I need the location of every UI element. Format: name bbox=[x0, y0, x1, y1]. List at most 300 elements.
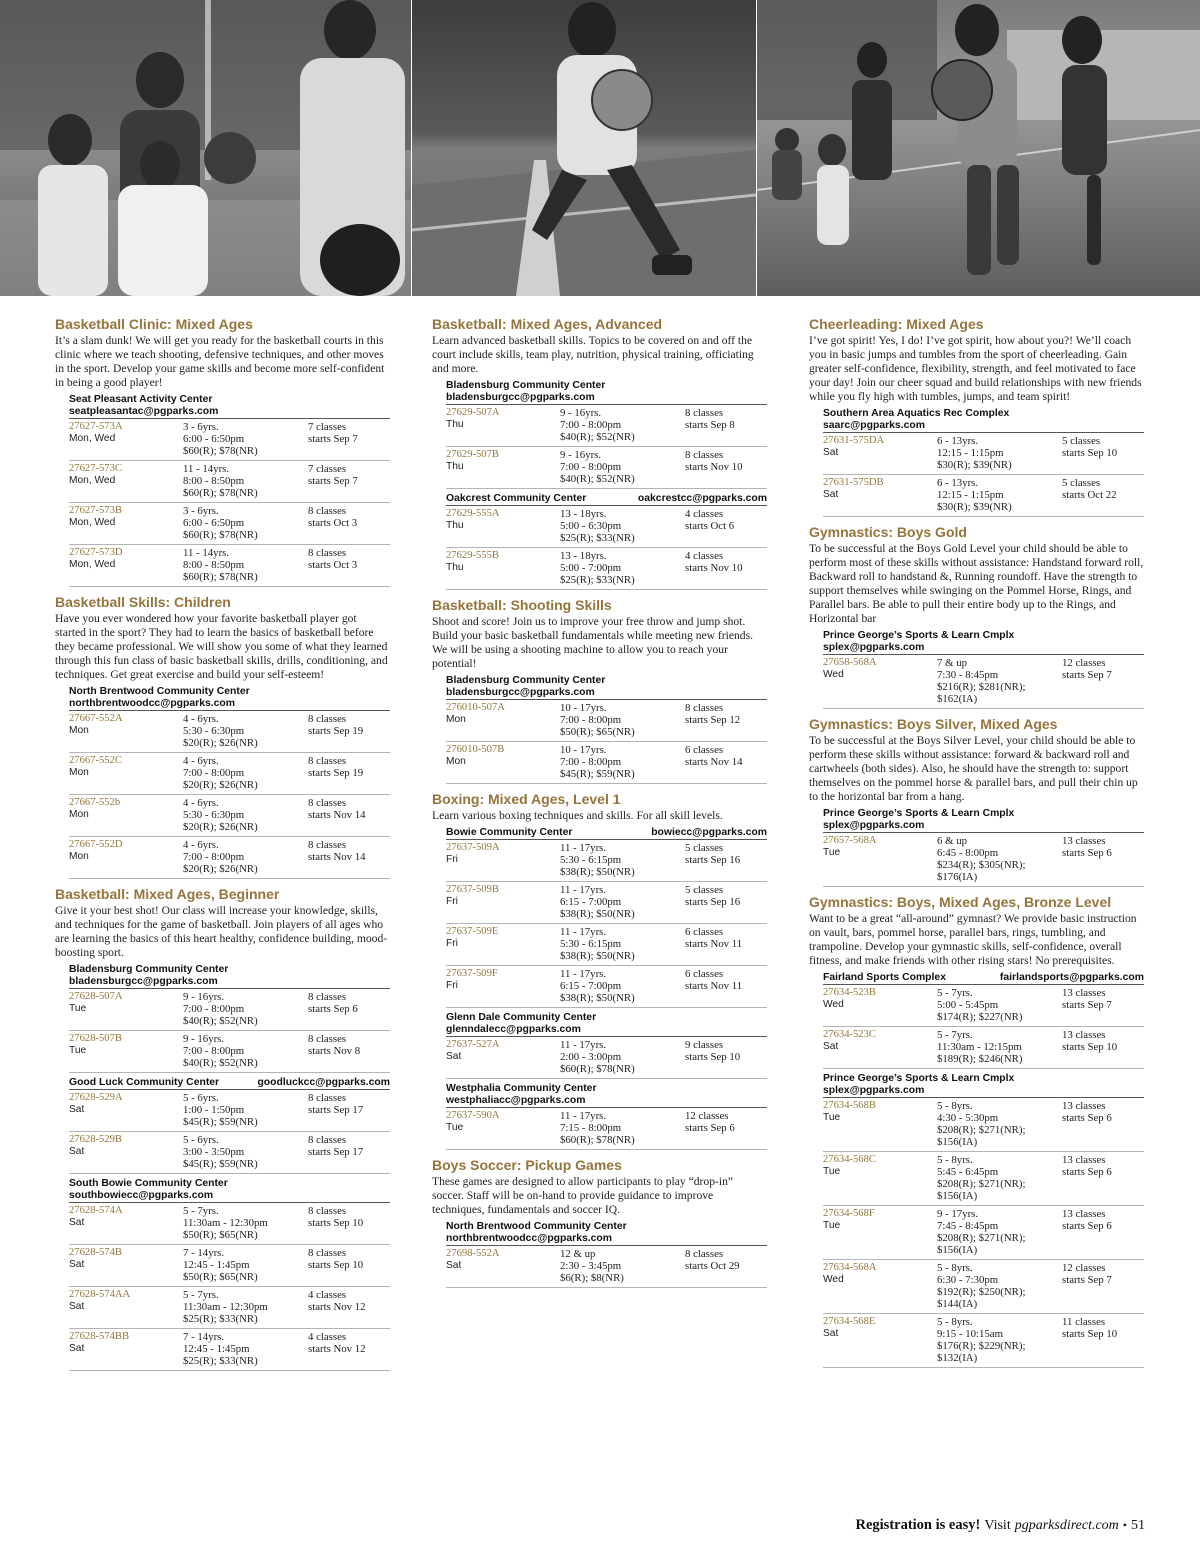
course-code-link[interactable]: 27629-507B bbox=[446, 449, 499, 460]
fee: $40(R); $52(NR) bbox=[183, 1057, 258, 1069]
meeting-days: Mon bbox=[69, 725, 89, 736]
start-date: starts Oct 3 bbox=[308, 559, 358, 571]
age-range: 5 - 8yrs. bbox=[937, 1154, 973, 1166]
course-code-link[interactable]: 27634-568A bbox=[823, 1262, 877, 1273]
start-date: starts Sep 6 bbox=[685, 1122, 735, 1134]
program-title: Gymnastics: Boys Silver, Mixed Ages bbox=[809, 716, 1058, 732]
location-email-link[interactable]: fairlandsports@pgparks.com bbox=[999, 972, 1144, 983]
location-name: North Brentwood Community Center bbox=[69, 686, 250, 697]
age-range: 9 - 16yrs. bbox=[183, 991, 225, 1003]
meeting-time: 12:15 - 1:15pm bbox=[937, 447, 1004, 459]
meeting-days: Wed bbox=[823, 999, 844, 1010]
start-date: starts Sep 6 bbox=[1062, 1112, 1112, 1124]
class-count: 7 classes bbox=[308, 421, 347, 433]
course-code-link[interactable]: 27628-507A bbox=[69, 991, 123, 1002]
location-email-link[interactable]: splex@pgparks.com bbox=[823, 642, 925, 653]
start-date: starts Sep 17 bbox=[308, 1146, 364, 1158]
course-code-link[interactable]: 27627-573B bbox=[69, 505, 122, 516]
session-row bbox=[69, 545, 390, 587]
session-row bbox=[446, 882, 767, 924]
location-name: Southern Area Aquatics Rec Complex bbox=[823, 408, 1010, 419]
fee: $25(R); $33(NR) bbox=[183, 1313, 258, 1325]
session-row bbox=[823, 1097, 1144, 1152]
course-code-link[interactable]: 27627-573C bbox=[69, 463, 122, 474]
fee: $38(R); $50(NR) bbox=[560, 992, 635, 1004]
page-number: 51 bbox=[1131, 1518, 1145, 1533]
age-range: 12 & up bbox=[560, 1248, 596, 1260]
session-row bbox=[69, 1329, 390, 1371]
fee: $20(R); $26(NR) bbox=[183, 779, 258, 791]
fee: $40(R); $52(NR) bbox=[560, 473, 635, 485]
course-code-link[interactable]: 27628-574A bbox=[69, 1205, 123, 1216]
start-date: starts Sep 19 bbox=[308, 725, 364, 737]
meeting-days: Tue bbox=[823, 847, 841, 858]
program-listing bbox=[809, 523, 1144, 709]
fee: $176(R); $229(NR); $132(IA) bbox=[937, 1340, 1026, 1364]
location-block bbox=[823, 408, 1144, 517]
location-email-link[interactable]: northbrentwoodcc@pgparks.com bbox=[446, 1233, 613, 1244]
spacer bbox=[69, 779, 183, 791]
age-range: 6 - 13yrs. bbox=[937, 477, 979, 489]
start-date: starts Nov 14 bbox=[308, 809, 366, 821]
meeting-time: 2:30 - 3:45pm bbox=[560, 1260, 622, 1272]
location-email-link[interactable]: saarc@pgparks.com bbox=[823, 420, 925, 431]
fee: $50(R); $65(NR) bbox=[183, 1271, 258, 1283]
class-count: 8 classes bbox=[308, 839, 347, 851]
program-listing bbox=[809, 893, 1144, 1368]
session-row bbox=[823, 832, 1144, 887]
fee: $25(R); $33(NR) bbox=[560, 532, 635, 544]
fee: $45(R); $59(NR) bbox=[560, 768, 635, 780]
start-date: starts Nov 14 bbox=[685, 756, 743, 768]
listing-column-1 bbox=[55, 315, 390, 1377]
program-description: Have you ever wondered how your favorite basketball player got started in the sport? They had to learn the basics of basketball before they became professional. We will show you some of what they learned through this fun class of basic basketball skills, drills, conditioning, and techniques. Get great exercise and build your self-esteem! bbox=[55, 612, 388, 681]
session-row bbox=[69, 753, 390, 795]
fee: $30(R); $39(NR) bbox=[937, 501, 1012, 513]
meeting-days: Mon bbox=[69, 851, 89, 862]
location-email-link[interactable]: splex@pgparks.com bbox=[823, 820, 925, 831]
session-row bbox=[69, 461, 390, 503]
start-date: starts Oct 6 bbox=[685, 520, 735, 532]
meeting-days: Mon bbox=[446, 714, 466, 725]
location-block bbox=[446, 827, 767, 1008]
spacer bbox=[446, 1272, 560, 1284]
age-range: 7 - 14yrs. bbox=[183, 1247, 225, 1259]
session-row bbox=[446, 404, 767, 447]
fee: $189(R); $246(NR) bbox=[937, 1053, 1023, 1065]
location-header bbox=[823, 408, 1144, 432]
spacer bbox=[446, 726, 560, 738]
meeting-time: 7:30 - 8:45pm bbox=[937, 669, 999, 681]
location-name: Westphalia Community Center bbox=[446, 1083, 597, 1094]
course-code-link[interactable]: 27667-552b bbox=[69, 797, 121, 808]
fee: $208(R); $271(NR); $156(IA) bbox=[937, 1178, 1026, 1202]
meeting-days: Sat bbox=[823, 1328, 839, 1339]
class-count: 8 classes bbox=[685, 1248, 724, 1260]
fee: $50(R); $65(NR) bbox=[183, 1229, 258, 1241]
location-header bbox=[446, 380, 767, 404]
start-date: starts Oct 29 bbox=[685, 1260, 740, 1272]
start-date: starts Sep 7 bbox=[1062, 669, 1112, 681]
session-row bbox=[69, 1031, 390, 1073]
meeting-days: Mon, Wed bbox=[69, 433, 116, 444]
start-date: starts Sep 7 bbox=[308, 433, 358, 445]
course-code-link[interactable]: 27667-552D bbox=[69, 839, 123, 850]
spacer bbox=[823, 1124, 937, 1148]
course-code-link[interactable]: 27634-523B bbox=[823, 987, 876, 998]
program-title: Basketball: Shooting Skills bbox=[432, 597, 612, 613]
footer-url-link[interactable]: pgparksdirect.com bbox=[1014, 1518, 1119, 1533]
class-count: 8 classes bbox=[685, 449, 724, 461]
meeting-days: Mon bbox=[69, 809, 89, 820]
location-block bbox=[446, 1083, 767, 1150]
meeting-time: 12:45 - 1:45pm bbox=[183, 1259, 250, 1271]
start-date: starts Sep 16 bbox=[685, 896, 741, 908]
meeting-days: Tue bbox=[69, 1045, 87, 1056]
spacer bbox=[823, 1232, 937, 1256]
location-email-link[interactable]: bladensburgcc@pgparks.com bbox=[69, 976, 218, 987]
page-footer bbox=[855, 1517, 1145, 1534]
spacer bbox=[446, 908, 560, 920]
location-email-link[interactable]: westphaliacc@pgparks.com bbox=[446, 1095, 586, 1106]
meeting-time: 6:15 - 7:00pm bbox=[560, 896, 622, 908]
location-header bbox=[446, 675, 767, 699]
meeting-time: 5:00 - 6:30pm bbox=[560, 520, 622, 532]
location-email-link[interactable]: bladensburgcc@pgparks.com bbox=[446, 392, 595, 403]
course-code-link[interactable]: 27634-523C bbox=[823, 1029, 876, 1040]
session-row bbox=[823, 432, 1144, 475]
location-block bbox=[446, 380, 767, 489]
age-range: 11 - 17yrs. bbox=[560, 1039, 607, 1051]
spacer bbox=[69, 1355, 183, 1367]
meeting-time: 5:30 - 6:30pm bbox=[183, 725, 245, 737]
location-header bbox=[823, 630, 1144, 654]
meeting-time: 5:45 - 6:45pm bbox=[937, 1166, 999, 1178]
spacer bbox=[69, 1116, 183, 1128]
location-name: Prince George’s Sports & Learn Cmplx bbox=[823, 808, 1015, 819]
listing-column-2 bbox=[432, 315, 767, 1294]
meeting-time: 7:00 - 8:00pm bbox=[560, 714, 622, 726]
fee: $60(R); $78(NR) bbox=[560, 1134, 635, 1146]
course-code-link[interactable]: 27637-509B bbox=[446, 884, 499, 895]
location-header bbox=[446, 493, 767, 505]
spacer bbox=[446, 1063, 560, 1075]
age-range: 10 - 17yrs. bbox=[560, 744, 607, 756]
program-title: Boys Soccer: Pickup Games bbox=[432, 1157, 622, 1173]
location-email-link[interactable]: splex@pgparks.com bbox=[823, 1085, 925, 1096]
meeting-days: Thu bbox=[446, 562, 464, 573]
course-code-link[interactable]: 27657-568A bbox=[823, 835, 877, 846]
course-code-link[interactable]: 27634-568E bbox=[823, 1316, 876, 1327]
session-row bbox=[823, 1206, 1144, 1260]
meeting-time: 4:30 - 5:30pm bbox=[937, 1112, 999, 1124]
meeting-days: Sat bbox=[69, 1146, 85, 1157]
meeting-days: Sat bbox=[69, 1301, 85, 1312]
session-row bbox=[69, 795, 390, 837]
spacer bbox=[69, 445, 183, 457]
session-row bbox=[446, 548, 767, 590]
age-range: 13 - 18yrs. bbox=[560, 508, 607, 520]
location-email-link[interactable]: southbowiecc@pgparks.com bbox=[69, 1190, 214, 1201]
meeting-days: Sat bbox=[823, 447, 839, 458]
spacer bbox=[69, 1271, 183, 1283]
start-date: starts Sep 12 bbox=[685, 714, 741, 726]
program-listing bbox=[432, 315, 767, 590]
meeting-time: 6:30 - 7:30pm bbox=[937, 1274, 999, 1286]
age-range: 3 - 6yrs. bbox=[183, 505, 219, 517]
session-row bbox=[823, 984, 1144, 1027]
meeting-time: 7:00 - 8:00pm bbox=[183, 1045, 245, 1057]
course-code-link[interactable]: 27627-573D bbox=[69, 547, 123, 558]
age-range: 11 - 17yrs. bbox=[560, 884, 607, 896]
fee: $45(R); $59(NR) bbox=[183, 1158, 258, 1170]
course-code-link[interactable]: 27698-552A bbox=[446, 1248, 500, 1259]
meeting-time: 7:00 - 8:00pm bbox=[560, 461, 622, 473]
class-count: 8 classes bbox=[308, 505, 347, 517]
meeting-days: Fri bbox=[446, 980, 458, 991]
spacer bbox=[69, 529, 183, 541]
age-range: 6 - 13yrs. bbox=[937, 435, 979, 447]
location-email-link[interactable]: bowiecc@pgparks.com bbox=[651, 827, 767, 838]
location-name: North Brentwood Community Center bbox=[446, 1221, 627, 1232]
class-count: 13 classes bbox=[1062, 987, 1106, 999]
session-row bbox=[446, 839, 767, 882]
course-code-link[interactable]: 27637-509E bbox=[446, 926, 499, 937]
age-range: 3 - 6yrs. bbox=[183, 421, 219, 433]
session-row bbox=[823, 654, 1144, 709]
class-count: 8 classes bbox=[308, 755, 347, 767]
start-date: starts Nov 12 bbox=[308, 1343, 366, 1355]
location-name: Good Luck Community Center bbox=[69, 1077, 220, 1088]
course-code-link[interactable]: 27658-568A bbox=[823, 657, 877, 668]
age-range: 9 - 16yrs. bbox=[560, 449, 602, 461]
spacer bbox=[69, 1313, 183, 1325]
course-code-link[interactable]: 27629-507A bbox=[446, 407, 500, 418]
course-code-link[interactable]: 27634-568F bbox=[823, 1208, 875, 1219]
location-email-link[interactable]: oakcrestcc@pgparks.com bbox=[637, 493, 767, 504]
location-block bbox=[69, 1077, 390, 1174]
location-header bbox=[446, 1012, 767, 1036]
age-range: 11 - 17yrs. bbox=[560, 1110, 607, 1122]
session-row bbox=[69, 1245, 390, 1287]
program-listing bbox=[55, 885, 390, 1371]
course-code-link[interactable]: 27667-552C bbox=[69, 755, 122, 766]
meeting-time: 8:00 - 8:50pm bbox=[183, 475, 245, 487]
program-title: Basketball Skills: Children bbox=[55, 594, 231, 610]
course-code-link[interactable]: 27628-507B bbox=[69, 1033, 122, 1044]
course-code-link[interactable]: 27628-529A bbox=[69, 1092, 123, 1103]
course-code-link[interactable]: 276010-507B bbox=[446, 744, 505, 755]
program-description: These games are designed to allow participants to play “drop-in” soccer. Staff will be on-hand to provide guidance to improve techniques, fundamentals and soccer IQ. bbox=[432, 1175, 734, 1216]
session-row bbox=[823, 1260, 1144, 1314]
footer-lead: Registration is easy! bbox=[855, 1517, 981, 1533]
course-code-link[interactable]: 27628-574AA bbox=[69, 1289, 131, 1300]
location-header bbox=[69, 686, 390, 710]
program-description: To be successful at the Boys Gold Level your child should be able to perform most of these skills without assistance: Handstand forward roll, Backward roll to handstand &, Running roundoff. Have the strength to support themselves while swinging on the Pommel Horse, Rings, and Parallel bars. Be able to pull their entire body up to the Rings, and Horizontal bar bbox=[809, 542, 1144, 625]
session-row bbox=[446, 742, 767, 784]
start-date: starts Sep 16 bbox=[685, 854, 741, 866]
location-name: Seat Pleasant Activity Center bbox=[69, 394, 213, 405]
fee: $40(R); $52(NR) bbox=[560, 431, 635, 443]
session-row bbox=[446, 924, 767, 966]
class-count: 4 classes bbox=[685, 508, 724, 520]
meeting-time: 6:45 - 8:00pm bbox=[937, 847, 999, 859]
location-header bbox=[69, 964, 390, 988]
fee: $38(R); $50(NR) bbox=[560, 950, 635, 962]
program-title: Gymnastics: Boys Gold bbox=[809, 524, 967, 540]
spacer bbox=[69, 1229, 183, 1241]
course-code-link[interactable]: 27631-575DB bbox=[823, 477, 884, 488]
location-email-link[interactable]: northbrentwoodcc@pgparks.com bbox=[69, 698, 236, 709]
fee: $60(R); $78(NR) bbox=[183, 445, 258, 457]
class-count: 6 classes bbox=[685, 968, 724, 980]
start-date: starts Oct 22 bbox=[1062, 489, 1117, 501]
class-count: 8 classes bbox=[685, 407, 724, 419]
spacer bbox=[823, 1286, 937, 1310]
class-count: 13 classes bbox=[1062, 1029, 1106, 1041]
course-code-link[interactable]: 27637-509F bbox=[446, 968, 498, 979]
meeting-days: Sat bbox=[446, 1260, 462, 1271]
spacer bbox=[69, 737, 183, 749]
course-code-link[interactable]: 27667-552A bbox=[69, 713, 123, 724]
class-count: 12 classes bbox=[1062, 657, 1106, 669]
start-date: starts Sep 10 bbox=[1062, 447, 1118, 459]
age-range: 9 - 16yrs. bbox=[183, 1033, 225, 1045]
fee: $50(R); $65(NR) bbox=[560, 726, 635, 738]
program-listing bbox=[809, 715, 1144, 887]
class-count: 12 classes bbox=[1062, 1262, 1106, 1274]
start-date: starts Sep 10 bbox=[308, 1259, 364, 1271]
meeting-time: 2:00 - 3:00pm bbox=[560, 1051, 622, 1063]
meeting-days: Sat bbox=[69, 1104, 85, 1115]
class-count: 13 classes bbox=[1062, 1154, 1106, 1166]
fee: $6(R); $8(NR) bbox=[560, 1272, 624, 1284]
start-date: starts Nov 8 bbox=[308, 1045, 361, 1057]
spacer bbox=[823, 859, 937, 883]
location-block bbox=[69, 686, 390, 879]
meeting-time: 7:00 - 8:00pm bbox=[183, 1003, 245, 1015]
session-row bbox=[69, 1202, 390, 1245]
spacer bbox=[446, 768, 560, 780]
course-code-link[interactable]: 27627-573A bbox=[69, 421, 123, 432]
meeting-time: 6:15 - 7:00pm bbox=[560, 980, 622, 992]
class-count: 5 classes bbox=[1062, 477, 1101, 489]
course-code-link[interactable]: 27634-568C bbox=[823, 1154, 876, 1165]
meeting-time: 8:00 - 8:50pm bbox=[183, 559, 245, 571]
meeting-time: 11:30am - 12:30pm bbox=[183, 1217, 268, 1229]
course-code-link[interactable]: 27634-568B bbox=[823, 1100, 876, 1111]
course-code-link[interactable]: 27637-527A bbox=[446, 1039, 500, 1050]
age-range: 5 - 6yrs. bbox=[183, 1134, 219, 1146]
spacer bbox=[446, 473, 560, 485]
course-code-link[interactable]: 27628-574B bbox=[69, 1247, 122, 1258]
session-row bbox=[446, 447, 767, 489]
program-title: Basketball: Mixed Ages, Advanced bbox=[432, 316, 663, 332]
session-row bbox=[69, 503, 390, 545]
course-code-link[interactable]: 27637-590A bbox=[446, 1110, 500, 1121]
start-date: starts Sep 6 bbox=[1062, 1220, 1112, 1232]
location-block bbox=[69, 394, 390, 587]
meeting-time: 7:00 - 8:00pm bbox=[183, 767, 245, 779]
class-count: 4 classes bbox=[308, 1331, 347, 1343]
spacer bbox=[446, 992, 560, 1004]
course-code-link[interactable]: 27629-555A bbox=[446, 508, 500, 519]
meeting-days: Sat bbox=[69, 1217, 85, 1228]
location-block bbox=[823, 1073, 1144, 1368]
meeting-days: Mon, Wed bbox=[69, 559, 116, 570]
class-count: 8 classes bbox=[308, 1033, 347, 1045]
course-code-link[interactable]: 27637-509A bbox=[446, 842, 500, 853]
course-code-link[interactable]: 276010-507A bbox=[446, 702, 505, 713]
age-range: 11 - 17yrs. bbox=[560, 842, 607, 854]
class-count: 12 classes bbox=[685, 1110, 729, 1122]
class-count: 6 classes bbox=[685, 926, 724, 938]
age-range: 6 & up bbox=[937, 835, 967, 847]
meeting-days: Sat bbox=[823, 1041, 839, 1052]
meeting-days: Mon, Wed bbox=[69, 517, 116, 528]
class-count: 8 classes bbox=[308, 1247, 347, 1259]
location-name: Glenn Dale Community Center bbox=[446, 1012, 597, 1023]
course-code-link[interactable]: 27628-529B bbox=[69, 1134, 122, 1145]
program-listing bbox=[432, 790, 767, 1150]
class-count: 8 classes bbox=[308, 1134, 347, 1146]
age-range: 4 - 6yrs. bbox=[183, 755, 219, 767]
location-header bbox=[69, 394, 390, 418]
start-date: starts Nov 11 bbox=[685, 980, 743, 992]
location-name: Prince George’s Sports & Learn Cmplx bbox=[823, 1073, 1015, 1084]
location-name: Fairland Sports Complex bbox=[823, 972, 946, 983]
meeting-days: Wed bbox=[823, 1274, 844, 1285]
location-email-link[interactable]: goodluckcc@pgparks.com bbox=[257, 1077, 390, 1088]
course-code-link[interactable]: 27628-574BB bbox=[69, 1331, 130, 1342]
footer-visit: Visit bbox=[984, 1518, 1011, 1533]
course-code-link[interactable]: 27629-555B bbox=[446, 550, 499, 561]
fee: $38(R); $50(NR) bbox=[560, 908, 635, 920]
meeting-time: 1:00 - 1:50pm bbox=[183, 1104, 245, 1116]
location-email-link[interactable]: seatpleasantac@pgparks.com bbox=[69, 406, 219, 417]
session-row bbox=[446, 699, 767, 742]
meeting-days: Mon bbox=[446, 756, 466, 767]
meeting-time: 3:00 - 3:50pm bbox=[183, 1146, 245, 1158]
meeting-time: 5:00 - 7:00pm bbox=[560, 562, 622, 574]
meeting-days: Tue bbox=[69, 1003, 87, 1014]
fee: $20(R); $26(NR) bbox=[183, 737, 258, 749]
footer-separator: • bbox=[1122, 1518, 1127, 1532]
location-email-link[interactable]: glenndalecc@pgparks.com bbox=[446, 1024, 581, 1035]
class-count: 5 classes bbox=[685, 842, 724, 854]
program-description: Learn various boxing techniques and skills. For all skill levels. bbox=[432, 809, 723, 822]
location-header bbox=[446, 1221, 767, 1245]
spacer bbox=[446, 950, 560, 962]
spacer bbox=[823, 459, 937, 471]
class-count: 8 classes bbox=[308, 991, 347, 1003]
course-code-link[interactable]: 27631-575DA bbox=[823, 435, 885, 446]
age-range: 11 - 17yrs. bbox=[560, 926, 607, 938]
class-count: 8 classes bbox=[308, 713, 347, 725]
location-email-link[interactable]: bladensburgcc@pgparks.com bbox=[446, 687, 595, 698]
session-row bbox=[823, 1027, 1144, 1069]
class-count: 13 classes bbox=[1062, 835, 1106, 847]
location-header bbox=[823, 808, 1144, 832]
program-description: It’s a slam dunk! We will get you ready for the basketball courts in this clinic where we teach shooting, defensive techniques, and other moves in the sport. Develop your game skills and become more self-confident in being a good player! bbox=[55, 334, 385, 389]
start-date: starts Nov 10 bbox=[685, 562, 743, 574]
meeting-time: 9:15 - 10:15am bbox=[937, 1328, 1003, 1340]
fee: $40(R); $52(NR) bbox=[183, 1015, 258, 1027]
spacer bbox=[446, 1134, 560, 1146]
age-range: 4 - 6yrs. bbox=[183, 839, 219, 851]
location-block bbox=[69, 964, 390, 1073]
meeting-time: 7:45 - 8:45pm bbox=[937, 1220, 999, 1232]
